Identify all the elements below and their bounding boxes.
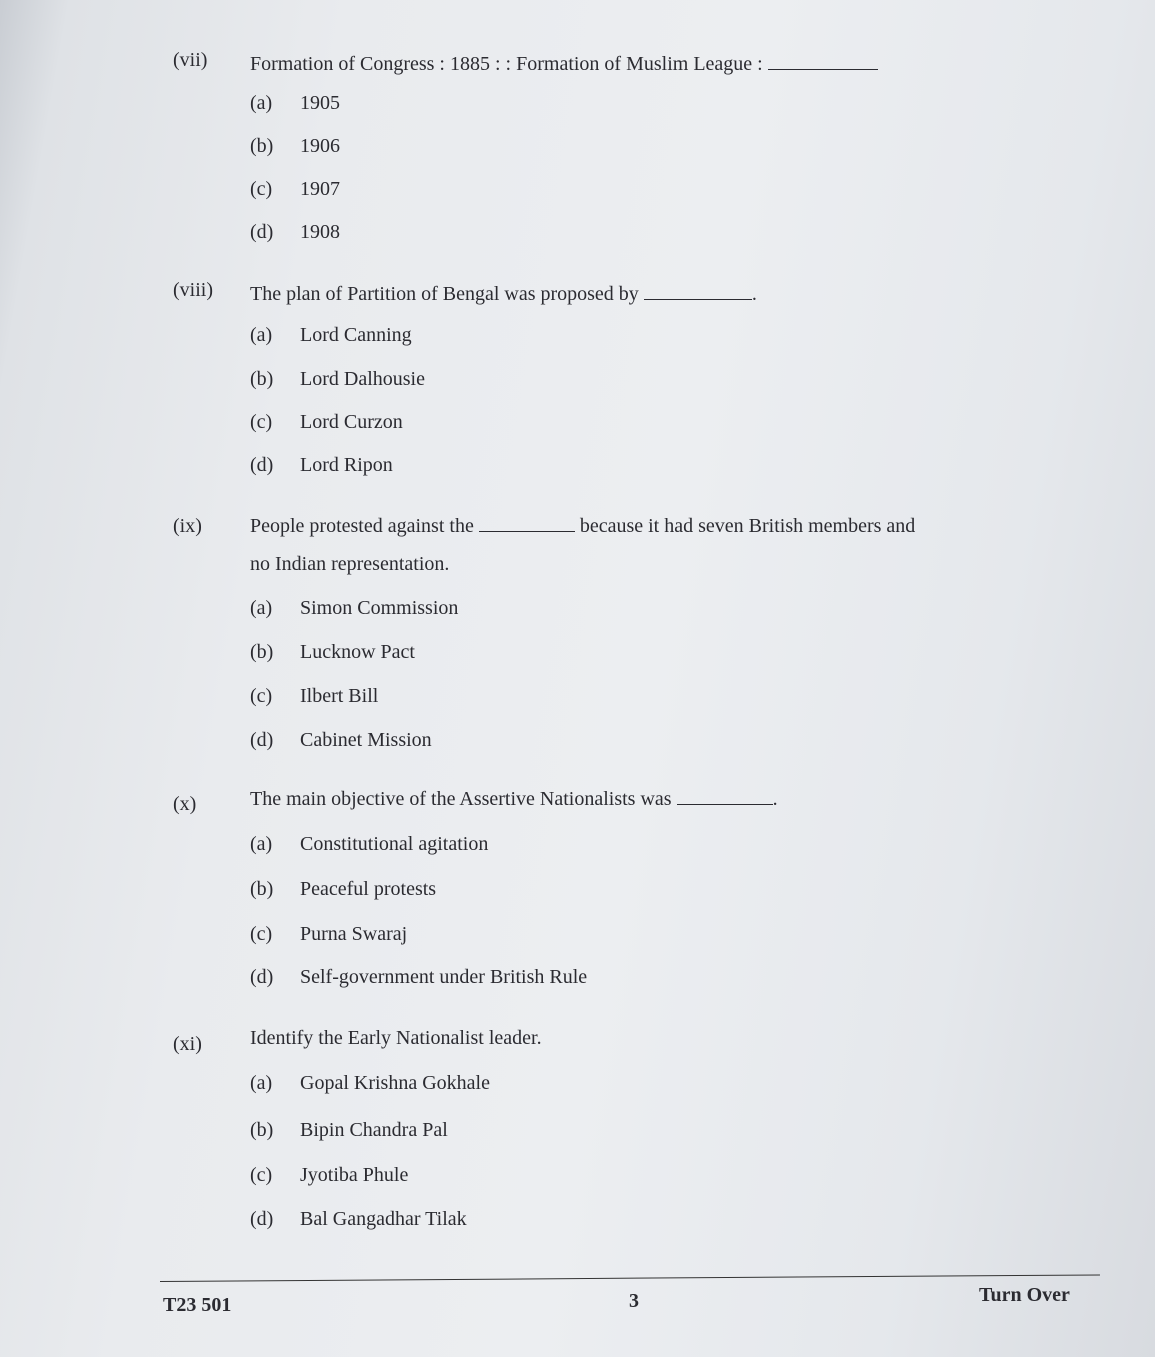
option-label: (d) <box>250 454 274 476</box>
option-c <box>250 923 407 946</box>
question-text-main: The main objective of the Assertive Nationalists was <box>250 788 672 810</box>
paper-code: T23 501 <box>163 1294 232 1316</box>
option-b <box>250 641 415 664</box>
option-a <box>250 324 412 347</box>
option-label: (b) <box>250 878 274 900</box>
option-text: Lord Canning <box>300 324 412 346</box>
option-a <box>250 833 488 856</box>
option-label: (d) <box>250 1208 274 1230</box>
option-label: (b) <box>250 368 274 390</box>
option-b <box>250 878 436 901</box>
question-text-after: . <box>772 788 778 810</box>
question-text-main: People protested against the <box>250 515 474 537</box>
question-text-continuation: no Indian representation. <box>250 553 450 575</box>
option-text: 1908 <box>300 221 340 243</box>
option-text: Gopal Krishna Gokhale <box>300 1072 490 1094</box>
option-d <box>250 454 393 477</box>
option-a <box>250 597 458 620</box>
option-d <box>250 966 587 989</box>
option-text: Lord Ripon <box>300 454 393 476</box>
option-text: Bal Gangadhar Tilak <box>300 1208 467 1230</box>
option-text: Jyotiba Phule <box>300 1164 409 1186</box>
option-d <box>250 729 432 752</box>
option-label: (a) <box>250 597 273 619</box>
option-label: (c) <box>250 685 273 707</box>
option-label: (b) <box>250 1119 274 1141</box>
option-text: Self-government under British Rule <box>300 966 588 988</box>
option-label: (b) <box>250 641 274 663</box>
question-number: (xi) <box>173 1033 202 1055</box>
question-text <box>250 283 757 306</box>
option-text: Lord Curzon <box>300 411 403 433</box>
footer-divider <box>160 1274 1100 1282</box>
option-label: (c) <box>250 923 273 945</box>
answer-blank <box>644 298 752 300</box>
question-text-main: Formation of Congress : 1885 : : Formation of Muslim League : <box>250 53 763 75</box>
question-number: (x) <box>173 793 197 815</box>
option-text: Lord Dalhousie <box>300 368 425 390</box>
option-text: Simon Commission <box>300 597 459 619</box>
option-text: Lucknow Pact <box>300 641 415 663</box>
option-text: Peaceful protests <box>300 878 437 900</box>
option-a <box>250 92 340 115</box>
question-number: (ix) <box>173 515 202 537</box>
option-label: (d) <box>250 966 274 988</box>
option-label: (a) <box>250 92 273 114</box>
option-text: Bipin Chandra Pal <box>300 1119 448 1141</box>
option-text: Ilbert Bill <box>300 685 379 707</box>
question-number: (vii) <box>173 49 208 71</box>
option-label: (a) <box>250 833 273 855</box>
option-c <box>250 685 378 708</box>
option-label: (a) <box>250 324 273 346</box>
option-label: (c) <box>250 1164 273 1186</box>
question-text-after: . <box>751 283 757 305</box>
option-label: (d) <box>250 221 274 243</box>
question-text <box>250 515 915 538</box>
option-c <box>250 411 403 434</box>
question-text <box>250 788 778 811</box>
option-text: 1906 <box>300 135 340 157</box>
answer-blank <box>768 68 878 70</box>
option-label: (b) <box>250 135 274 157</box>
option-c <box>250 1164 408 1187</box>
question-text <box>250 1027 542 1050</box>
option-text: 1907 <box>300 178 340 200</box>
answer-blank <box>479 530 575 532</box>
option-text: 1905 <box>300 92 340 114</box>
option-c <box>250 178 340 201</box>
question-text-main: The plan of Partition of Bengal was proposed by <box>250 283 639 305</box>
option-a <box>250 1072 490 1095</box>
question-text <box>250 53 878 76</box>
question-text-main: Identify the Early Nationalist leader. <box>250 1027 542 1049</box>
option-text: Constitutional agitation <box>300 833 489 855</box>
option-d <box>250 221 340 244</box>
option-d <box>250 1208 467 1231</box>
option-text: Purna Swaraj <box>300 923 408 945</box>
question-number: (viii) <box>173 279 213 301</box>
option-label: (c) <box>250 178 273 200</box>
option-label: (a) <box>250 1072 273 1094</box>
question-text-after: because it had seven British members and <box>579 515 916 537</box>
answer-blank <box>677 803 773 805</box>
page-number: 3 <box>629 1290 639 1312</box>
option-label: (c) <box>250 411 273 433</box>
option-label: (d) <box>250 729 274 751</box>
option-b <box>250 1119 448 1142</box>
option-b <box>250 368 425 391</box>
option-b <box>250 135 340 158</box>
turn-over-label: Turn Over <box>979 1284 1070 1306</box>
option-text: Cabinet Mission <box>300 729 432 751</box>
